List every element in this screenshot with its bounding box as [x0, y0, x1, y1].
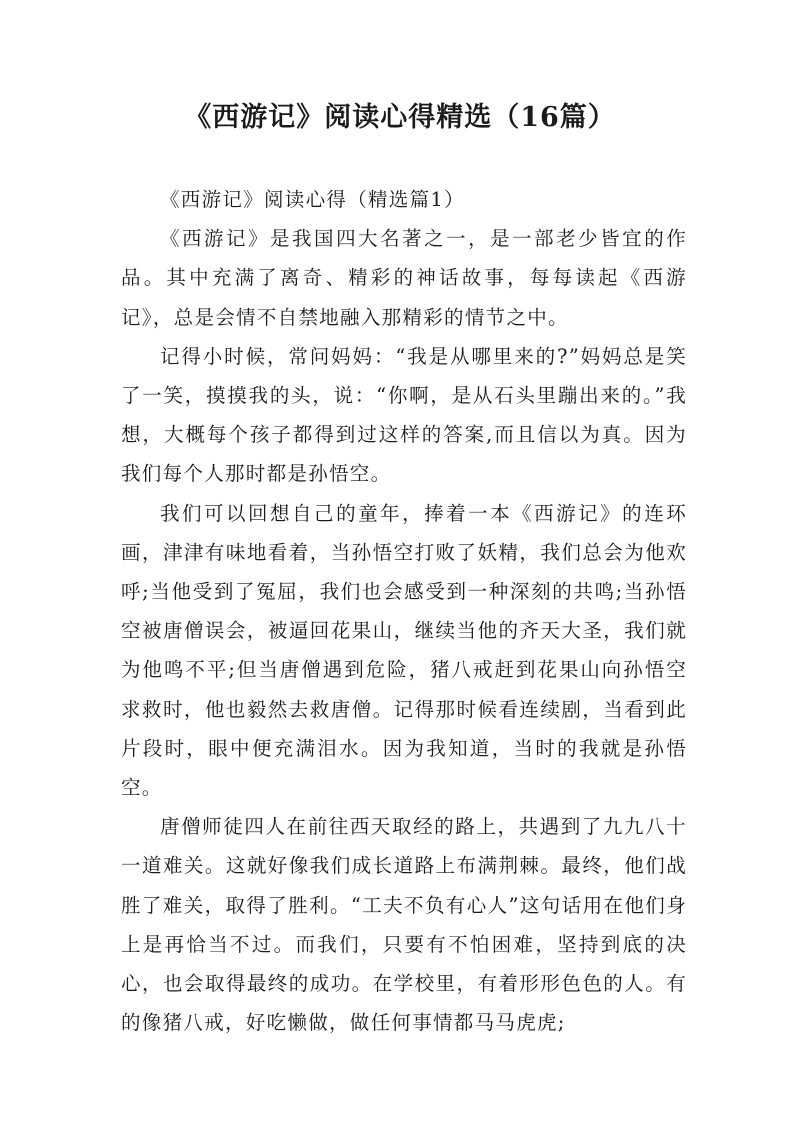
paragraph: 记得小时候，常问妈妈：“我是从哪里来的?”妈妈总是笑了一笑，摸摸我的头，说：“你啊，是从石头里蹦出来的。”我想，大概每个孩子都得到过这样的答案,而且信以为真。因为我们每个人那时都是孙悟空。	[121, 344, 687, 486]
section-heading: 《西游记》阅读心得（精选篇1）	[160, 188, 465, 211]
paragraph: 《西游记》是我国四大名著之一，是一部老少皆宜的作品。其中充满了离奇、精彩的神话故事，每每读起《西游记》，总是会情不自禁地融入那精彩的情节之中。	[121, 227, 687, 329]
paragraph: 我们可以回想自己的童年，捧着一本《西游记》的连环画，津津有味地看着，当孙悟空打败了妖精，我们总会为他欢呼;当他受到了冤屈，我们也会感受到一种深刻的共鸣;当孙悟空被唐僧误会，被逼回花果山，继续当他的齐天大圣，我们就为他鸣不平;但当唐僧遇到危险，猪八戒赶到花果山向孙悟空求救时，他也毅然去救唐僧。记得那时候看连续剧，当看到此片段时，眼中便充满泪水。因为我知道，当时的我就是孙悟空。	[121, 501, 687, 800]
document-title: 《西游记》阅读心得精选（16篇）	[184, 102, 616, 133]
document-body	[121, 180, 687, 1042]
paragraph: 唐僧师徒四人在前往西天取经的路上，共遇到了九九八十一道难关。这就好像我们成长道路上布满荆棘。最终，他们战胜了难关，取得了胜利。“工夫不负有心人”这句话用在他们身上是再恰当不过。而我们，只要有不怕困难，坚持到底的决心，也会取得最终的成功。在学校里，有着形形色色的人。有的像猪八戒，好吃懒做，做任何事情都马马虎虎;	[121, 815, 687, 1035]
